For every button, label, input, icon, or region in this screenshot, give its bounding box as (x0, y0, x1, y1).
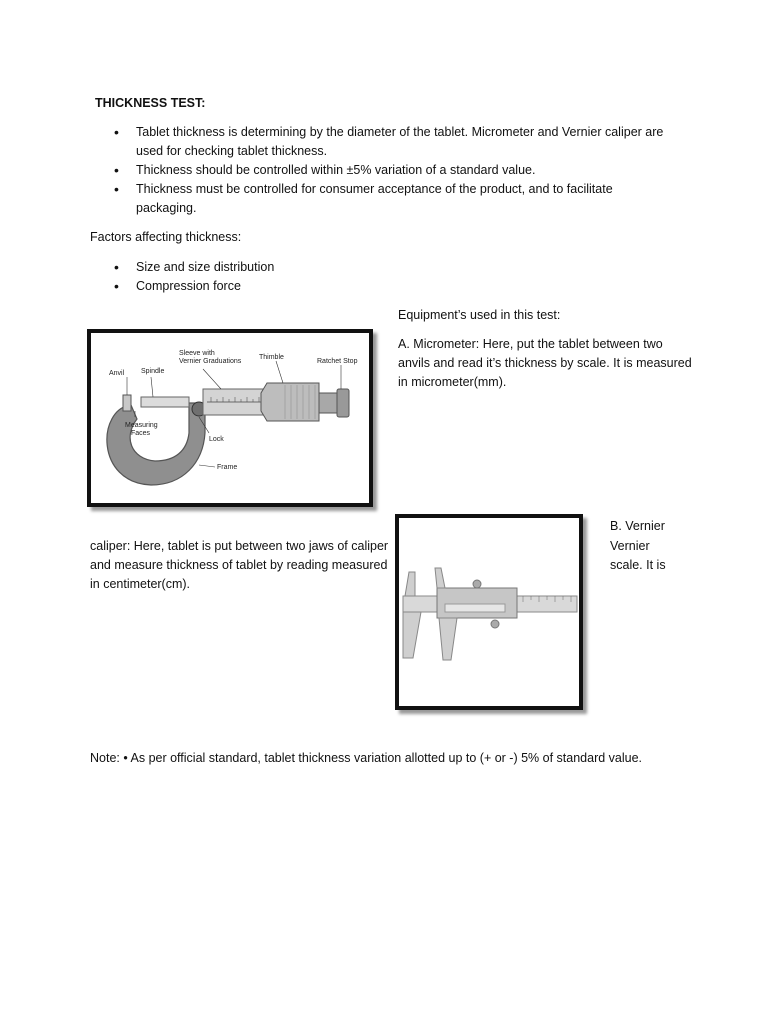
label-spindle: Spindle (141, 368, 165, 375)
label-sleeve-line1: Sleeve with (179, 350, 215, 357)
fixed-lower-jaw (403, 612, 421, 658)
vernier-side-text (610, 517, 690, 576)
label-lock: Lock (209, 436, 224, 443)
micrometer-figure (87, 329, 373, 507)
caliper-description: caliper: Here, tablet is put between two jaws of caliper and measure thickness of tablet by reading measured in centimeter(cm). (90, 539, 389, 591)
micrometer-illustration (91, 333, 369, 503)
bullet-item: • Tablet thickness is determining by the diameter of the tablet. Micrometer and Vernier caliper are used for checking tablet thickness. (112, 123, 672, 161)
label-measuring-line1: Measuring (125, 422, 158, 429)
vernier-line: B. Vernier (610, 519, 665, 533)
vernier-caliper-illustration (399, 518, 579, 706)
fixed-upper-jaw (405, 572, 415, 596)
frame-shape (107, 403, 205, 485)
micrometer-description: A. Micrometer: Here, put the tablet between two anvils and read it’s thickness by scale. It is measured in micrometer(mm). (398, 337, 692, 389)
bullet-item: • Thickness must be controlled for consumer acceptance of the product, and to facilitate packaging. (112, 180, 672, 218)
caliper-slider (437, 588, 517, 618)
thimble-shape (261, 383, 319, 421)
label-anvil: Anvil (109, 370, 125, 377)
section-heading: THICKNESS TEST: (95, 96, 206, 110)
sliding-upper-jaw (435, 568, 445, 588)
anvil-shape (123, 395, 131, 411)
label-ratchet: Ratchet Stop (317, 358, 358, 365)
factor-item: • Size and size distribution (112, 258, 512, 277)
spindle-shape (141, 397, 189, 407)
vernier-caliper-figure (395, 514, 583, 710)
thickness-bullet-list (112, 123, 672, 218)
factors-bullet-list (112, 258, 512, 296)
vernier-line: Vernier (610, 538, 650, 553)
vernier-line: scale. It is (610, 558, 666, 572)
bullet-item: • Thickness should be controlled within ±5% variation of a standard value. (112, 161, 672, 180)
label-sleeve-line2: Vernier Graduations (179, 358, 242, 365)
equipment-heading: Equipment’s used in this test: (398, 308, 561, 322)
factors-heading: Factors affecting thickness: (90, 230, 242, 244)
label-thimble: Thimble (259, 354, 284, 361)
label-measuring-line2: Faces (131, 430, 151, 437)
factor-item: • Compression force (112, 277, 512, 296)
note-text: Note: • As per official standard, tablet thickness variation allotted up to (+ or -) 5% of standard value. (90, 751, 643, 765)
label-frame: Frame (217, 464, 238, 471)
sliding-lower-jaw (439, 618, 457, 660)
